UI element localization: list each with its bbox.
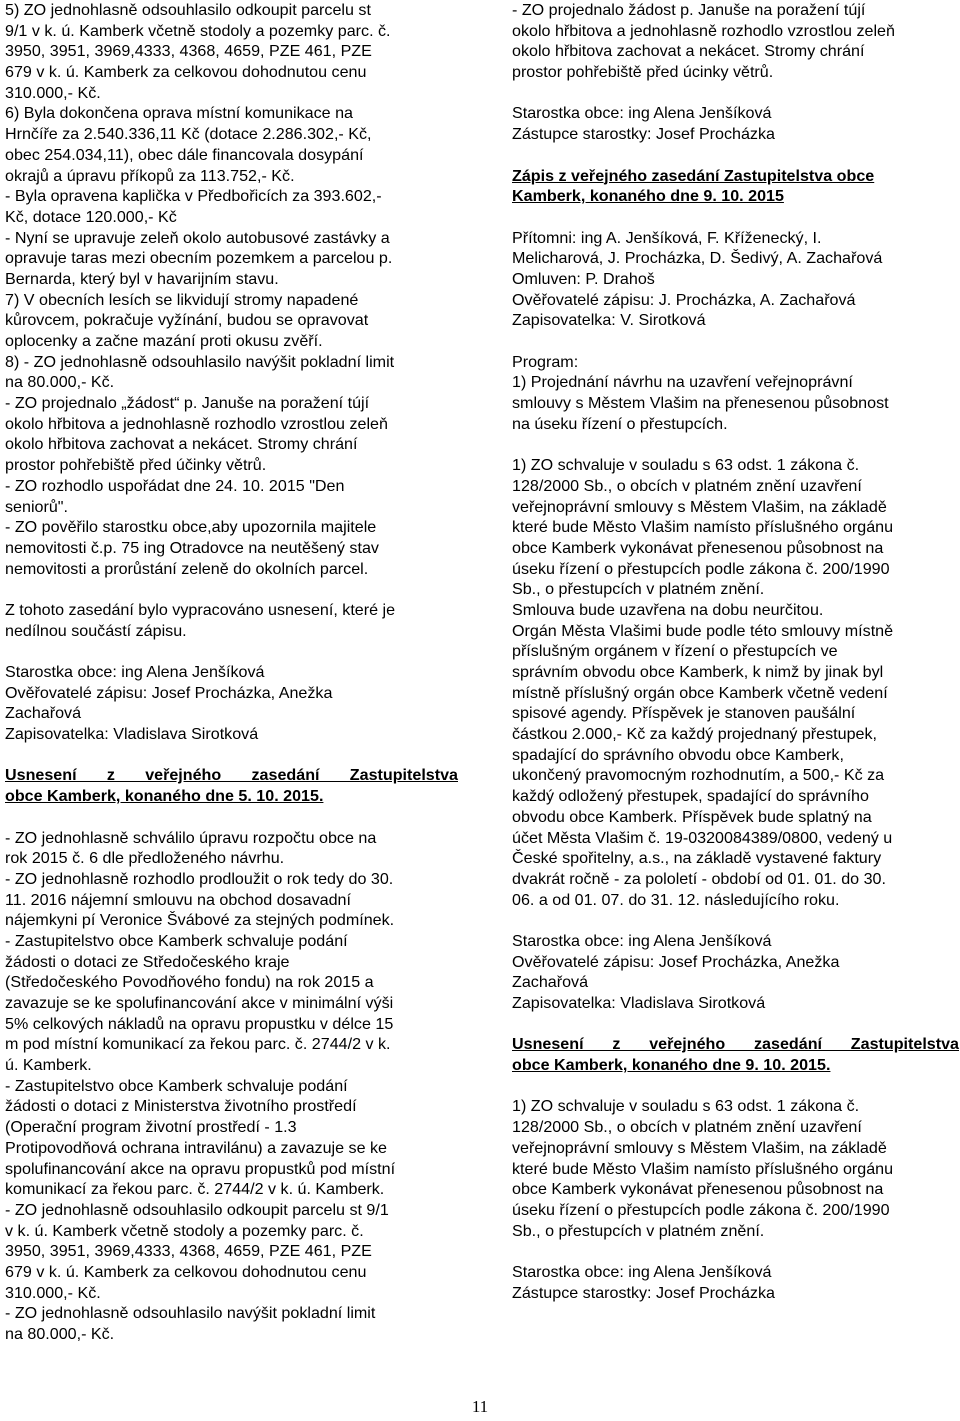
text-line: seniorů". [5, 497, 68, 516]
text-line: Protipovodňová ochrana intravilánu) a zavazuje se ke [5, 1138, 388, 1157]
text-line: Z tohoto zasedání bylo vypracováno usnesení, které je [5, 600, 396, 619]
text-line: okolo hřbitova zachovat a nekácet. Stromy chrání [512, 42, 865, 61]
text-line: - ZO pověřilo starostku obce,aby upozornila majitele [5, 518, 377, 537]
text-line: (Operační program životní prostředí - 1.3 [5, 1118, 297, 1137]
section-heading-line: Usnesení z veřejného zasedání Zastupitelstva [5, 766, 458, 785]
text-line: částkou 2.000,- Kč za každý projednaný přestupek, [512, 725, 878, 744]
text-line: ú. Kamberk. [5, 1056, 92, 1075]
text-line: prostor pohřebiště před úcinky větrů. [512, 63, 774, 82]
text-line: Starostka obce: ing Alena Jenšíková [512, 1262, 772, 1281]
blank-line [512, 331, 959, 352]
blank-line [5, 579, 458, 600]
text-line: okolo hřbitova zachovat a nekácet. Stromy chrání [5, 435, 358, 454]
text-line: každý odložený přestupek, spadající do správního [512, 787, 869, 806]
text-line: - ZO jednohlasně odsouhlasilo navýšit pokladní limit [5, 1304, 376, 1323]
text-line: které bude Město Vlašim namísto příslušného orgánu [512, 1159, 894, 1178]
text-line: - ZO jednohlasně rozhodlo prodloužit o rok tedy do 30. [5, 869, 394, 888]
text-line: 3950, 3951, 3969,4333, 4368, 4659, PZE 461, PZE [5, 1242, 372, 1261]
text-line: obec 254.034,11), obec dále financovala dosypání [5, 145, 364, 164]
text-line: spisové agendy. Příspěvek je stanoven paušální [512, 704, 856, 723]
text-line: Sb., o přestupcích v platném znění. [512, 1221, 765, 1240]
text-line: - ZO rozhodlo uspořádat dne 24. 10. 2015 "Den [5, 476, 345, 495]
text-line: 310.000,- Kč. [5, 83, 101, 102]
text-line: Bernarda, který byl v havarijním stavu. [5, 269, 279, 288]
section-heading-line: obce Kamberk, konaného dne 5. 10. 2015. [5, 787, 324, 806]
text-line: na 80.000,- Kč. [5, 373, 115, 392]
text-line: obce Kamberk vykonávat přenesenou působnost na [512, 1180, 884, 1199]
text-line: 1) ZO schvaluje v souladu s 63 odst. 1 zákona č. [512, 456, 860, 475]
text-line: 128/2000 Sb., o obcích v platném znění uzavření [512, 476, 862, 495]
text-line: komunikací za řekou parc. č. 2744/2 v k. ú. Kamberk. [5, 1180, 385, 1199]
text-line: Zapisovatelka: V. Sirotková [512, 311, 706, 330]
blank-line [512, 145, 959, 166]
text-line: prostor pohřebiště před účinky větrů. [5, 456, 267, 475]
text-line: Přítomni: ing A. Jenšíková, F. Kříženecký, I. [512, 228, 822, 247]
section-heading-line: Kamberk, konaného dne 9. 10. 2015 [512, 187, 784, 206]
text-line: Ověřovatelé zápisu: Josef Procházka, Anežka [512, 952, 840, 971]
text-line: 310.000,- Kč. [5, 1283, 101, 1302]
section-heading-line: Zápis z veřejného zasedání Zastupitelstva obce [512, 166, 875, 185]
text-line: žádosti o dotaci ze Středočeského kraje [5, 952, 290, 971]
text-line: spadající do správního obvodu obce Kamberk, [512, 745, 844, 764]
text-line: které bude Město Vlašim namísto příslušného orgánu [512, 518, 894, 537]
text-line: ukončený pravomocným rozhodnutím, a 500,- Kč za [512, 766, 885, 785]
text-line: účet Města Vlašim č. 19-0320084389/0800, vedený u [512, 828, 893, 847]
text-line: Hrnčíře za 2.540.336,11 Kč (dotace 2.286.302,- Kč, [5, 125, 372, 144]
text-line: místně příslušný orgán obce Kamberk včetně vedení [512, 683, 888, 702]
text-line: Starostka obce: ing Alena Jenšíková [512, 931, 772, 950]
section-heading-line: obce Kamberk, konaného dne 9. 10. 2015. [512, 1056, 831, 1075]
text-line: Smlouva bude uzavřena na dobu neurčitou. [512, 600, 824, 619]
text-line: (Středočeského Povodňového fondu) na rok 2015 a [5, 973, 374, 992]
text-line: - Byla opravena kaplička v Předbořicích za 393.602,- [5, 187, 382, 206]
text-line: rok 2015 č. 6 dle předloženého návrhu. [5, 849, 285, 868]
left-column [5, 0, 458, 1345]
text-line: 9/1 v k. ú. Kamberk včetně stodoly a pozemky parc. č. [5, 21, 391, 40]
text-line: smlouvy s Městem Vlašim na přenesenou působnost [512, 394, 889, 413]
blank-line [512, 1076, 959, 1097]
text-line: 3950, 3951, 3969,4333, 4368, 4659, PZE 461, PZE [5, 42, 372, 61]
section-heading-line: Usnesení z veřejného zasedání Zastupitelstva [512, 1035, 959, 1054]
text-line: spolufinancování akce na opravu propustků pod místní [5, 1159, 396, 1178]
text-line: úseku řízení o přestupcích podle zákona č. 200/1990 [512, 559, 890, 578]
blank-line [512, 1241, 959, 1262]
text-line: - Zastupitelstvo obce Kamberk schvaluje podání [5, 931, 348, 950]
text-line: - ZO jednohlasně odsouhlasilo odkoupit parcelu st 9/1 [5, 1200, 389, 1219]
text-line: - ZO projednalo „žádost“ p. Januše na poražení tújí [5, 394, 370, 413]
text-line: Zástupce starostky: Josef Procházka [512, 1283, 775, 1302]
text-line: Zachařová [5, 704, 82, 723]
blank-line [512, 1014, 959, 1035]
text-line: 5) ZO jednohlasně odsouhlasilo odkoupit parcelu st [5, 1, 371, 19]
text-line: nemovitosti a prorůstání zeleně do okolních parcel. [5, 559, 369, 578]
text-line: 679 v k. ú. Kamberk za celkovou dohodnutou cenu [5, 63, 367, 82]
blank-line [512, 434, 959, 455]
text-line: České spořitelny, a.s., na základě vystavené faktury [512, 849, 882, 868]
text-line: Ověřovatelé zápisu: Josef Procházka, Anežka [5, 683, 333, 702]
text-line: oplocenky a začne mazání proti okusu zvěří. [5, 332, 323, 350]
text-line: na úseku řízení o přestupcích. [512, 414, 728, 433]
text-line: nemovitosti č.p. 75 ing Otradovce na neutěšený stav [5, 538, 379, 557]
text-line: opravuje taras mezi obecním pozemkem a parcelou p. [5, 249, 393, 268]
text-line: dvakrát ročně - za pololetí - období od 01. 01. do 30. [512, 869, 886, 888]
text-line: obvodu obce Kamberk. Příspěvek bude splatný na [512, 807, 872, 826]
blank-line [512, 207, 959, 228]
text-line: Zapisovatelka: Vladislava Sirotková [5, 725, 259, 744]
text-line: Starostka obce: ing Alena Jenšíková [512, 104, 772, 123]
text-line: 1) Projednání návrhu na uzavření veřejnoprávní [512, 373, 853, 392]
text-line: obce Kamberk vykonávat přenesenou působnost na [512, 538, 884, 557]
text-line: kůrovcem, pokračuje vyžínání, budou se opravovat [5, 311, 369, 330]
text-line: 6) Byla dokončena oprava místní komunikace na [5, 104, 353, 123]
text-line: okolo hřbitova a jednohlasně rozhodlo vzrostlou zeleň [512, 21, 895, 40]
text-line: zavazuje se ke spolufinancování akce v minimální výši [5, 994, 394, 1012]
text-line: Zachařová [512, 973, 589, 992]
text-line: Program: [512, 352, 579, 371]
text-line: 11. 2016 nájemní smlouvu na obchod dosavadní [5, 890, 351, 909]
text-line: Ověřovatelé zápisu: J. Procházka, A. Zachařová [512, 290, 856, 309]
blank-line [5, 807, 458, 828]
text-line: správním obvodu obce Kamberk, k nimž by jinak byl [512, 663, 884, 681]
text-line: 679 v k. ú. Kamberk za celkovou dohodnutou cenu [5, 1262, 367, 1281]
text-line: 06. a od 01. 07. do 31. 12. následujícího roku. [512, 890, 840, 909]
right-column [512, 0, 959, 1303]
text-line: 7) V obecních lesích se likvidují stromy napadené [5, 290, 359, 309]
blank-line [5, 641, 458, 662]
text-line: - Zastupitelstvo obce Kamberk schvaluje podání [5, 1076, 348, 1095]
text-line: žádosti o dotaci z Ministerstva životního prostředí [5, 1097, 357, 1116]
text-line: v k. ú. Kamberk včetně stodoly a pozemky parc. č. [5, 1221, 364, 1240]
text-line: veřejnoprávní smlouvy s Městem Vlašim, na základě [512, 1138, 887, 1157]
text-line: okrajů a úpravu příkopů za 113.752,- Kč. [5, 166, 295, 185]
text-line: Omluven: P. Drahoš [512, 269, 655, 288]
text-line: Zástupce starostky: Josef Procházka [512, 125, 775, 144]
text-line: okolo hřbitova a jednohlasně rozhodlo vzrostlou zeleň [5, 414, 388, 433]
text-line: Orgán Města Vlašimi bude podle této smlouvy místně [512, 621, 894, 640]
text-line: Kč, dotace 120.000,- Kč [5, 207, 177, 226]
text-line: Melicharová, J. Procházka, D. Šedivý, A. Zachařová [512, 249, 883, 268]
blank-line [5, 745, 458, 766]
text-line: Sb., o přestupcích v platném znění. [512, 580, 765, 599]
text-line: 5% celkových nákladů na opravu propustku v délce 15 [5, 1014, 394, 1033]
text-line: - ZO projednalo žádost p. Januše na poražení tújí [512, 1, 866, 19]
text-line: 128/2000 Sb., o obcích v platném znění uzavření [512, 1118, 862, 1137]
text-line: 1) ZO schvaluje v souladu s 63 odst. 1 zákona č. [512, 1097, 860, 1116]
text-line: m pod místní komunikací za řekou parc. č. 2744/2 v k. [5, 1035, 391, 1054]
text-line: úseku řízení o přestupcích podle zákona č. 200/1990 [512, 1200, 890, 1219]
text-line: 8) - ZO jednohlasně odsouhlasilo navýšit pokladní limit [5, 352, 395, 371]
text-line: nájemkyni pí Veronice Švábové za stejných podmínek. [5, 911, 395, 930]
text-line: - ZO jednohlasně schválilo úpravu rozpočtu obce na [5, 828, 377, 847]
text-line: nedílnou součástí zápisu. [5, 621, 187, 640]
text-line: Zapisovatelka: Vladislava Sirotková [512, 994, 766, 1012]
page-number: 11 [471, 1397, 489, 1416]
blank-line [512, 83, 959, 104]
text-line: příslušným orgánem v řízení o přestupcích ve [512, 642, 838, 661]
text-line: - Nyní se upravuje zeleň okolo autobusové zastávky a [5, 228, 390, 247]
text-line: Starostka obce: ing Alena Jenšíková [5, 663, 265, 681]
text-line: na 80.000,- Kč. [5, 1325, 115, 1343]
blank-line [512, 910, 959, 931]
text-line: veřejnoprávní smlouvy s Městem Vlašim, na základě [512, 497, 887, 516]
